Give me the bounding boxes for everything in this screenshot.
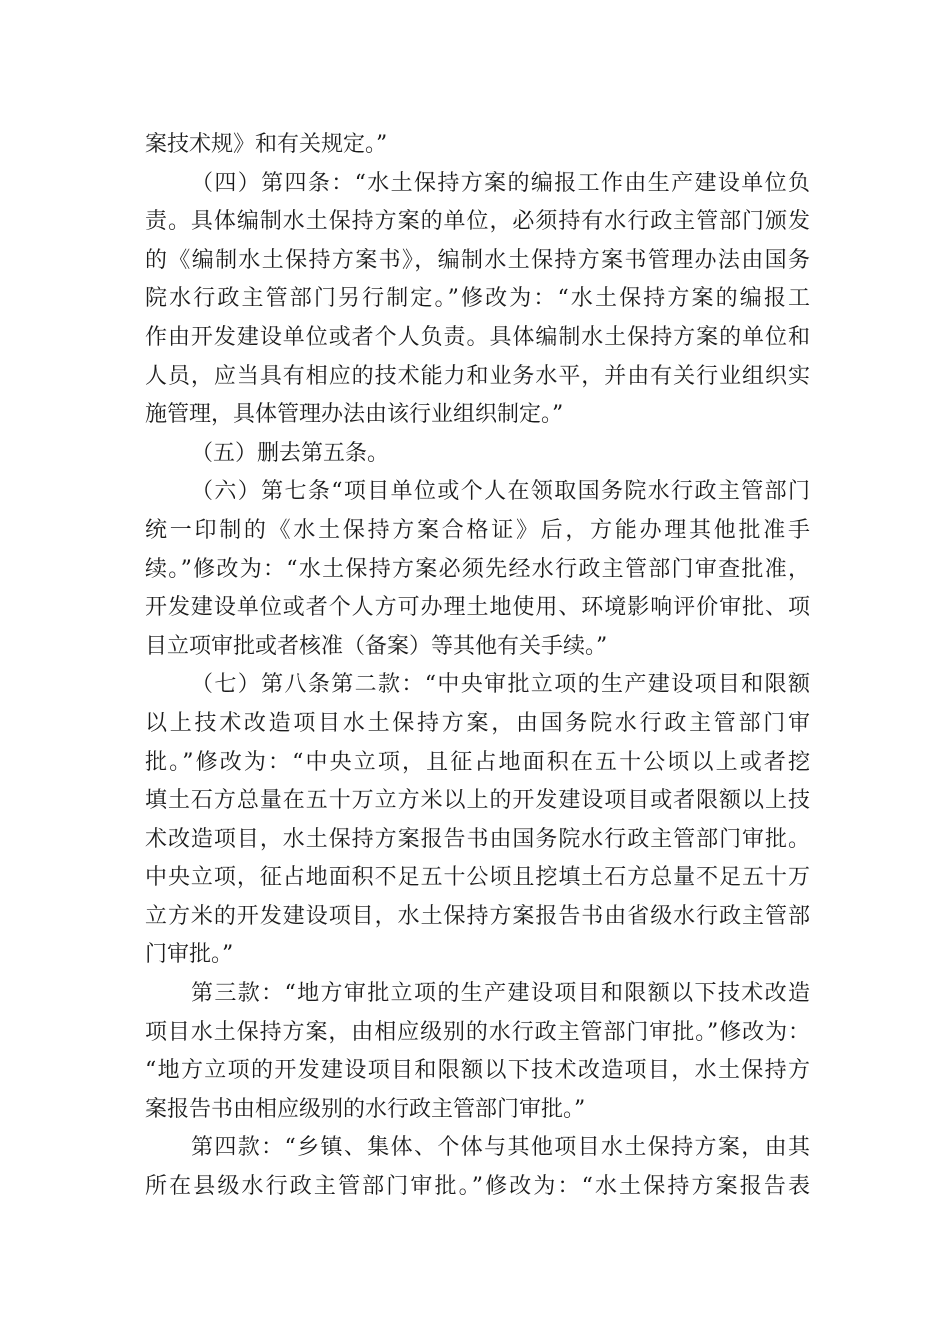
text-line: （四）第四条：“水土保持方案的编报工作由生产建设单位负 — [191, 170, 810, 196]
text-line: 所在县级水行政主管部门审批。”修改为：“水土保持方案报告表 — [145, 1174, 810, 1200]
text-line: （五）删去第五条。 — [191, 440, 390, 466]
text-line: 项目水土保持方案，由相应级别的水行政主管部门审批。”修改为： — [145, 1019, 810, 1045]
text-line: 统一印制的《水土保持方案合格证》后，方能办理其他批准手 — [145, 517, 810, 543]
paragraph-item-seven — [145, 666, 810, 975]
text-line: 续。”修改为：“水土保持方案必须先经水行政主管部门审查批准， — [145, 556, 810, 582]
text-line: （七）第八条第二款：“中央审批立项的生产建设项目和限额 — [191, 672, 810, 698]
text-line: 立方米的开发建设项目，水土保持方案报告书由省级水行政主管部 — [145, 903, 810, 929]
text-line: 责。具体编制水土保持方案的单位，必须持有水行政主管部门颁发 — [145, 209, 810, 235]
text-line: （六）第七条“项目单位或个人在领取国务院水行政主管部门 — [191, 479, 810, 505]
text-line: 第四款：“乡镇、集体、个体与其他项目水土保持方案，由其 — [191, 1135, 810, 1161]
paragraph-item-six — [145, 473, 810, 666]
paragraph — [145, 126, 810, 165]
text-line: 第三款：“地方审批立项的生产建设项目和限额以下技术改造 — [191, 981, 810, 1007]
paragraph-item-four — [145, 165, 810, 435]
paragraph-clause-four — [145, 1129, 810, 1206]
text-line: 目立项审批或者核准（备案）等其他有关手续。” — [145, 633, 608, 659]
paragraph-item-five — [145, 435, 810, 474]
text-line: 以上技术改造项目水土保持方案，由国务院水行政主管部门审 — [145, 710, 810, 736]
text-line: 中央立项，征占地面积不足五十公顷且挖填土石方总量不足五十万 — [145, 865, 810, 891]
text-line: 作由开发建设单位或者个人负责。具体编制水土保持方案的单位和 — [145, 324, 810, 350]
text-line: 的《编制水土保持方案书》，编制水土保持方案书管理办法由国务 — [145, 247, 810, 273]
text-line: 施管理，具体管理办法由该行业组织制定。” — [145, 402, 564, 428]
text-line: 批。”修改为：“中央立项，且征占地面积在五十公顷以上或者挖 — [145, 749, 810, 775]
text-line: “地方立项的开发建设项目和限额以下技术改造项目，水土保持方 — [145, 1058, 810, 1084]
text-line: 门审批。” — [145, 942, 234, 968]
paragraph-clause-three — [145, 975, 810, 1129]
text-line: 术改造项目，水土保持方案报告书由国务院水行政主管部门审批。 — [145, 826, 810, 852]
text-line: 人员，应当具有相应的技术能力和业务水平，并由有关行业组织实 — [145, 363, 810, 389]
document-body — [145, 126, 810, 1207]
text-line: 案报告书由相应级别的水行政主管部门审批。” — [145, 1096, 586, 1122]
text-line: 开发建设单位或者个人方可办理土地使用、环境影响评价审批、项 — [145, 595, 810, 621]
text-line: 案技术规》和有关规定。” — [145, 132, 388, 157]
text-line: 院水行政主管部门另行制定。”修改为：“水土保持方案的编报工 — [145, 286, 810, 312]
text-line: 填土石方总量在五十万立方米以上的开发建设项目或者限额以上技 — [145, 788, 810, 814]
